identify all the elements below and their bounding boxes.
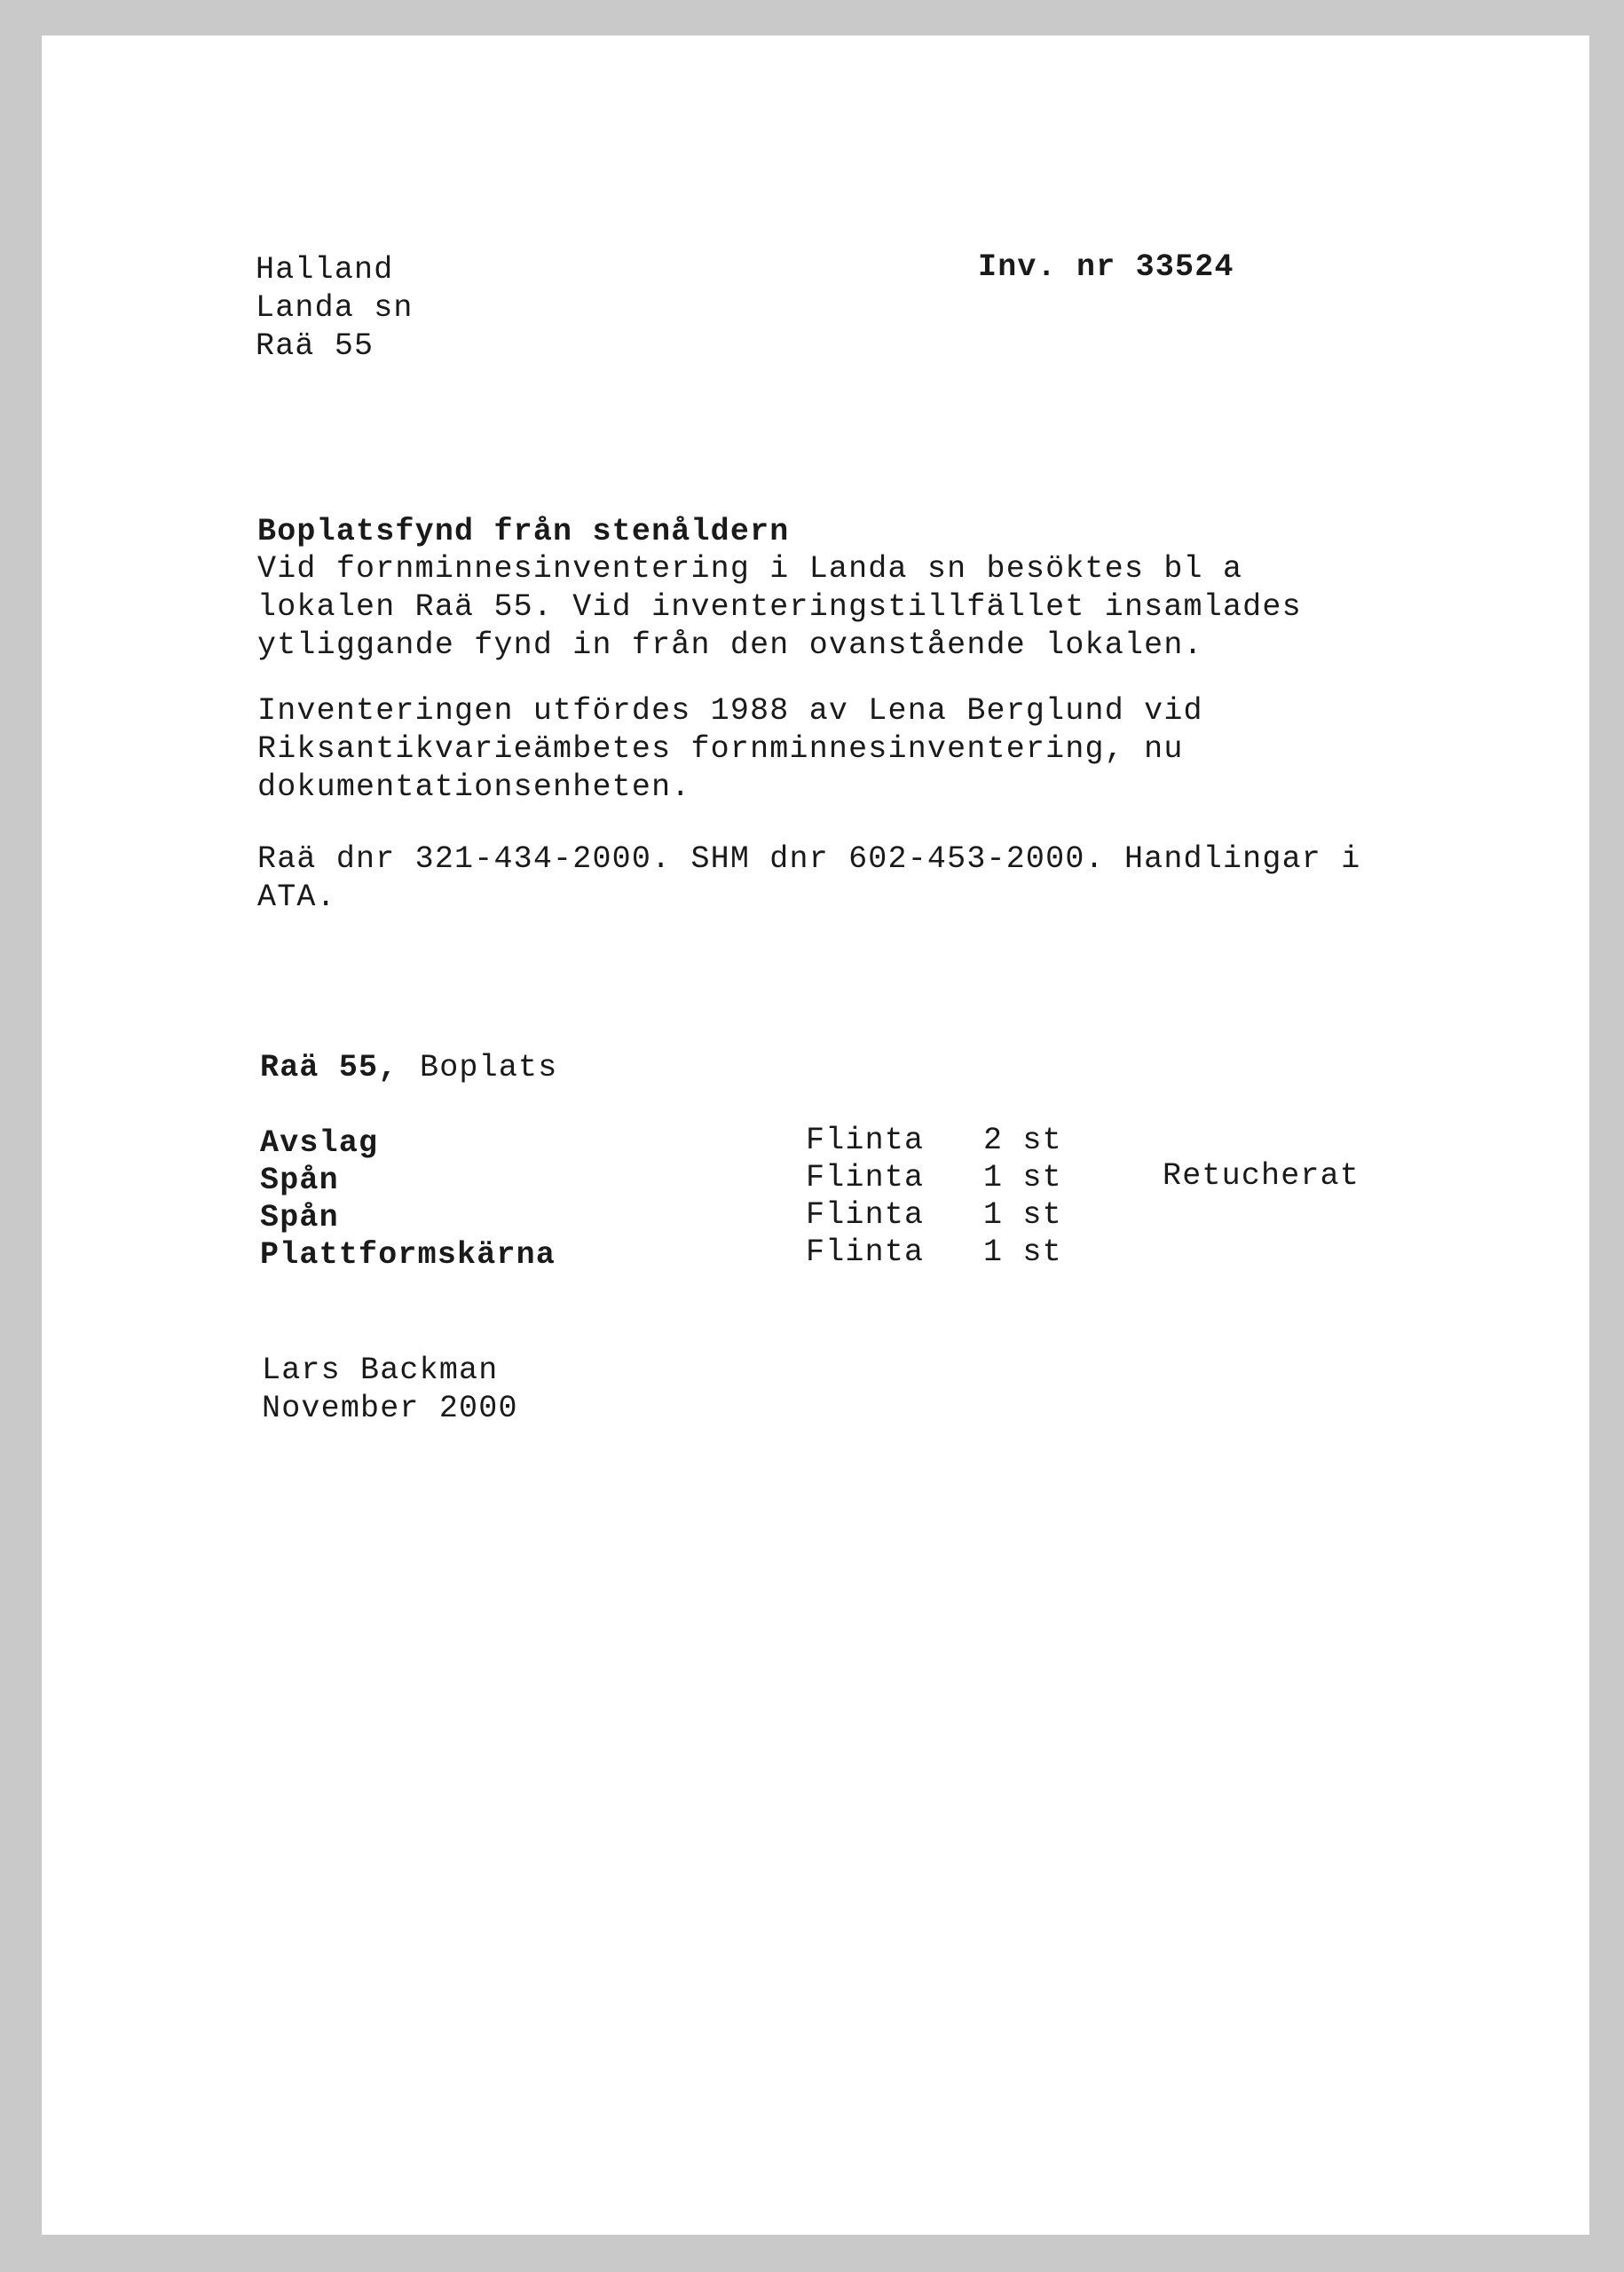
paragraph-3-line: Raä dnr 321-434-2000. SHM dnr 602-453-2000. Handlingar i [257, 841, 1361, 877]
paragraph-1-line: lokalen Raä 55. Vid inventeringstillfället insamlades [257, 589, 1302, 625]
find-material: Flinta [806, 1235, 925, 1270]
paragraph-3-line: ATA. [257, 880, 336, 915]
site-number: Raä 55 [256, 328, 374, 364]
paragraph-3 [257, 840, 1360, 917]
paragraph-1 [257, 550, 1302, 665]
county: Halland [256, 252, 394, 288]
find-count: 2 st [983, 1123, 1062, 1158]
paragraph-2-line: dokumentationsenheten. [257, 769, 691, 805]
site-label-type: Boplats [420, 1050, 558, 1085]
inventory-number: Inv. nr 33524 [978, 249, 1234, 285]
signature-date: November 2000 [262, 1391, 518, 1426]
paragraph-1-line: Vid fornminnesinventering i Landa sn besöktes bl a [257, 551, 1243, 587]
find-object: Plattformskärna [260, 1237, 556, 1273]
signature-name: Lars Backman [262, 1353, 499, 1388]
document-heading: Boplatsfynd från stenåldern [257, 514, 790, 549]
find-count: 1 st [983, 1160, 1062, 1195]
site-label-name: Raä 55, [260, 1050, 398, 1085]
find-note: Retucherat [1163, 1158, 1360, 1194]
find-material: Flinta [806, 1197, 925, 1233]
find-object: Avslag [260, 1125, 379, 1161]
find-count: 1 st [983, 1235, 1062, 1270]
parish: Landa sn [256, 290, 414, 326]
paragraph-2-line: Inventeringen utfördes 1988 av Lena Berglund vid [257, 693, 1203, 729]
paragraph-1-line: ytliggande fynd in från den ovanstående lokalen. [257, 627, 1203, 663]
find-count: 1 st [983, 1197, 1062, 1233]
find-material: Flinta [806, 1123, 925, 1158]
document-page [42, 36, 1589, 2235]
paragraph-2 [257, 692, 1203, 807]
paragraph-2-line: Riksantikvarieämbetes fornminnesinventering, nu [257, 731, 1184, 767]
find-object: Spån [260, 1163, 339, 1198]
find-material: Flinta [806, 1160, 925, 1195]
find-object: Spån [260, 1200, 339, 1235]
